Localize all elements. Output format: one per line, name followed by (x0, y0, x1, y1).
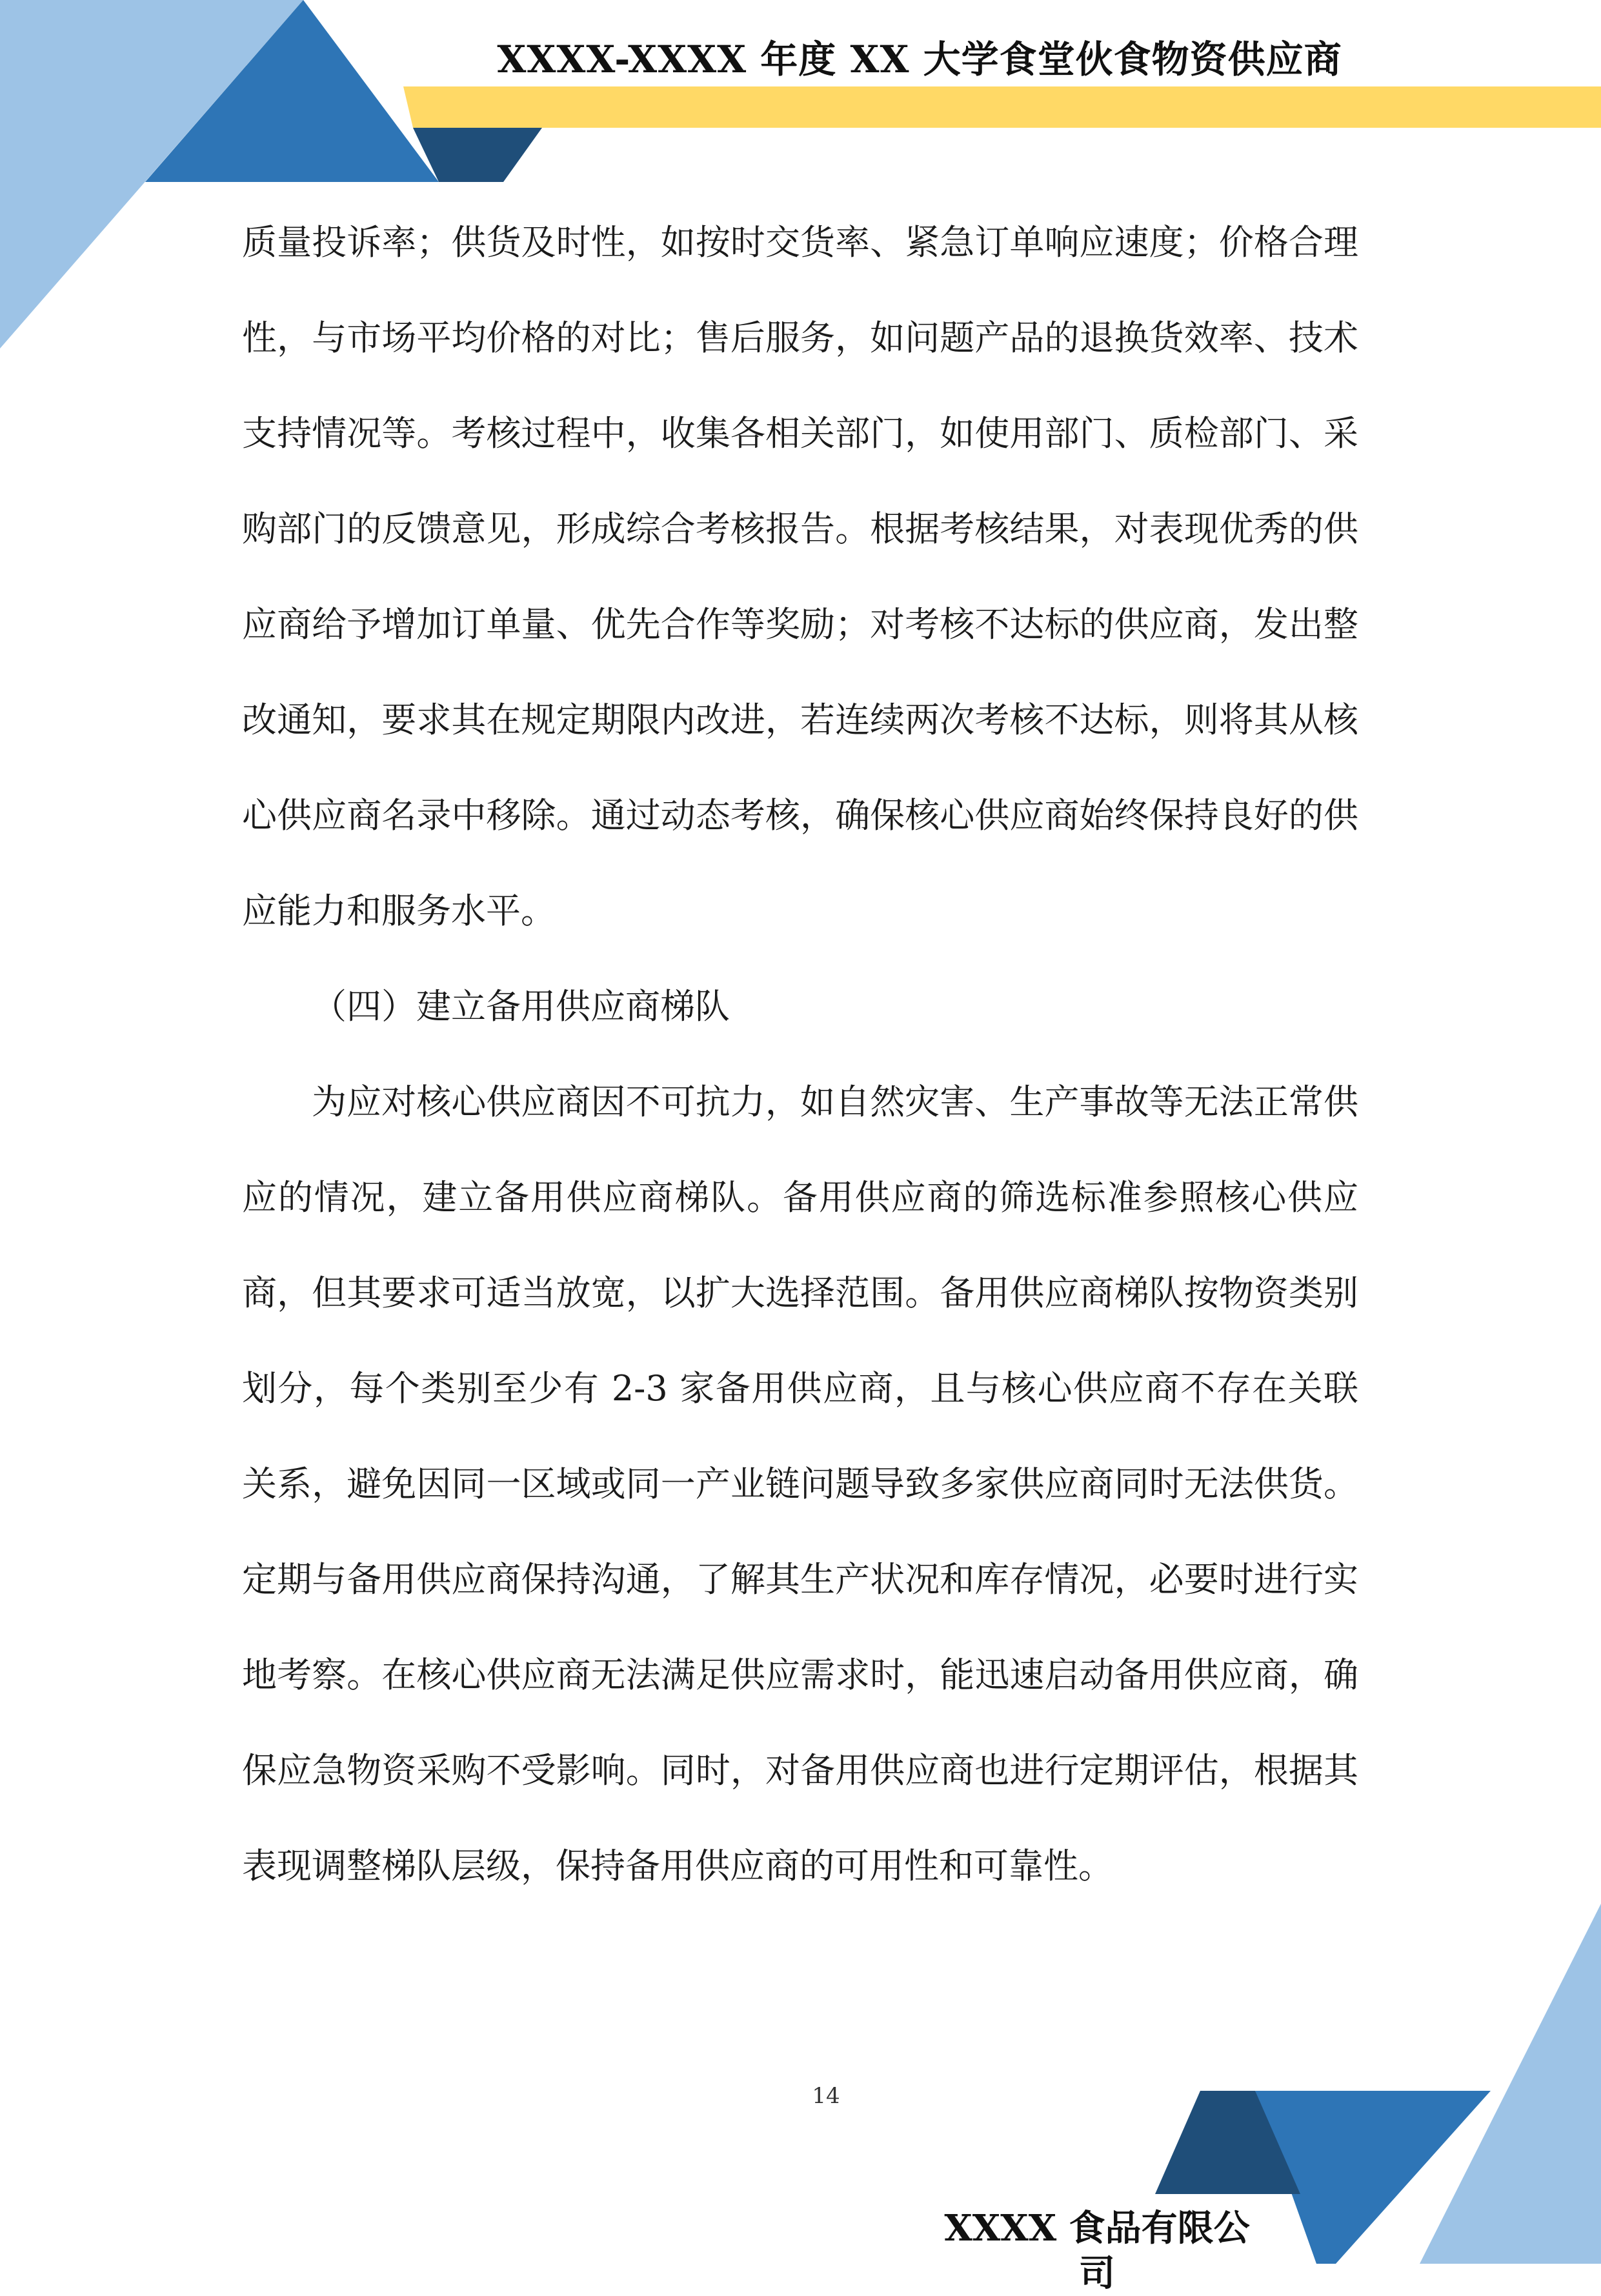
mid-blue-shape-bottom (1255, 2091, 1491, 2264)
light-blue-triangle-bottom-right (1420, 1904, 1601, 2264)
yellow-header-band (403, 86, 1601, 128)
header-title: XXXX-XXXX 年度 XX 大学食堂伙食物资供应商 (497, 37, 1342, 81)
document-body (242, 195, 1358, 1914)
dark-blue-shape-bottom (1155, 2091, 1300, 2194)
paragraph-continued: 质量投诉率；供货及时性，如按时交货率、紧急订单响应速度；价格合理性，与市场平均价格的对比；售后服务，如问题产品的退换货效率、技术支持情况等。考核过程中，收集各相关部门，如使用部门、质检部门、采购部门的反馈意见，形成综合考核报告。根据考核结果，对表现优秀的供应商给予增加订单量、优先合作等奖励；对考核不达标的供应商，发出整改通知，要求其在规定期限内改进，若连续两次考核不达标，则将其从核心供应商名录中移除。通过动态考核，确保核心供应商始终保持良好的供应能力和服务水平。 (242, 222, 1358, 931)
footer-company-name: XXXX 食品有限公司 (944, 2207, 1250, 2295)
section-heading: （四）建立备用供应商梯队 (312, 986, 730, 1027)
paragraph-backup-suppliers: 为应对核心供应商因不可抗力，如自然灾害、生产事故等无法正常供应的情况，建立备用供应商梯队。备用供应商的筛选标准参照核心供应商，但其要求可适当放宽，以扩大选择范围。备用供应商梯队按物资类别划分，每个类别至少有 2-3 家备用供应商，且与核心供应商不存在关联关系，避免因同一区域或同一产业链问题导致多家供应商同时无法供货。定期与备用供应商保持沟通，了解其生产状况和库存情况，必要时进行实地考察。在核心供应商无法满足供应需求时，能迅速启动备用供应商，确保应急物资采购不受影响。同时，对备用供应商也进行定期评估，根据其表现调整梯队层级，保持备用供应商的可用性和可靠性。 (242, 1082, 1358, 1886)
page-number: 14 (812, 2083, 840, 2109)
